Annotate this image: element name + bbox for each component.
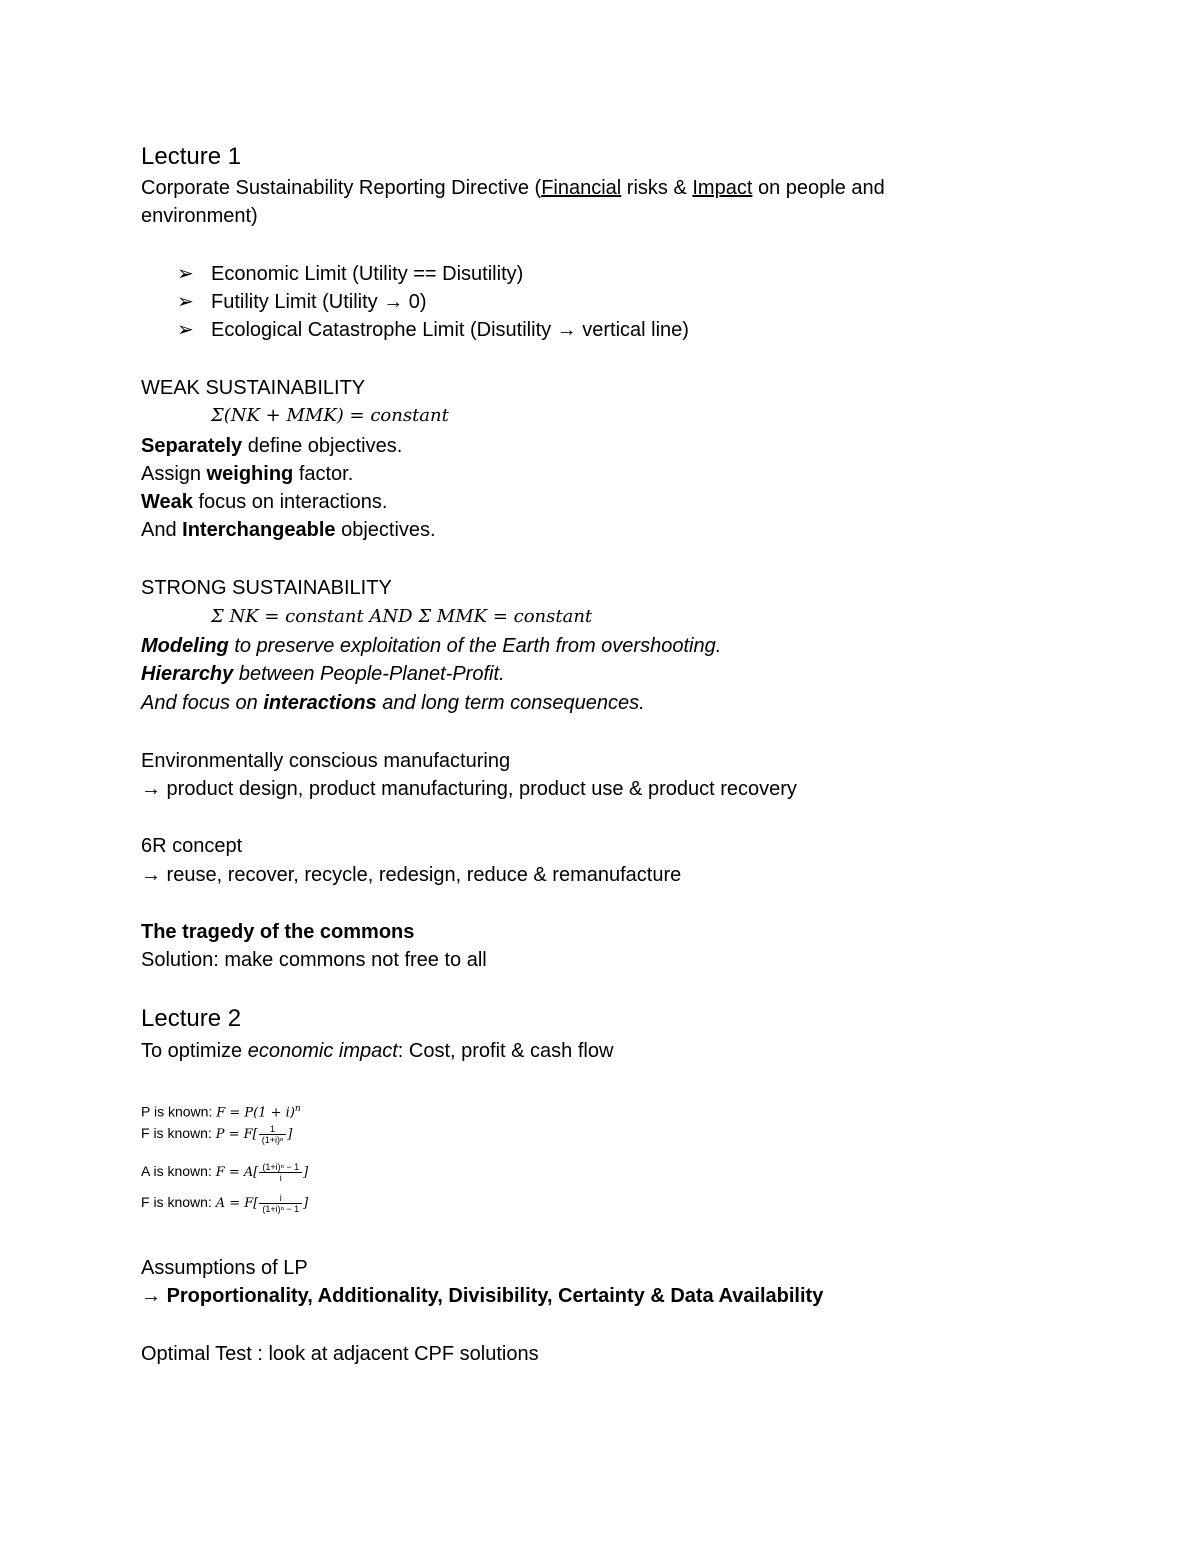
csrd-line-2: environment) [141,205,258,227]
ecm-title: Environmentally conscious manufacturing [141,750,511,772]
strong-sustainability-title: STRONG SUSTAINABILITY [141,577,392,599]
formula-3: A is known: F = A[ $\frac{\text{(1+i)ⁿ − 1}}{i}$ ] [141,1162,309,1183]
strong-line-1: Modeling to preserve exploitation of the Earth from overshooting. [141,635,722,657]
tragedy-solution: Solution: make commons not free to all [141,949,487,971]
formula-1: P is known: $F = P(1 + i)^n$ [141,1103,301,1121]
sixr-detail: → reuse, recover, recycle, redesign, reduce & remanufacture [141,864,682,886]
lecture-1-heading: Lecture 1 [141,143,242,170]
optimize-line: To optimize economic impact: Cost, profit & cash flow [141,1040,614,1062]
weak-formula: Σ(NK + MMK) = constant [211,405,449,426]
limit-list-item: ➢ Futility Limit (Utility → 0) [177,288,427,316]
weak-line-1: Separately define objectives. [141,435,403,457]
formula-2: F is known: P = F[ $\frac{1}{\text{(1+i)ⁿ}}$ ] [141,1124,293,1145]
formula-4: F is known: A = F[ $\frac{i}{\text{(1+i)ⁿ − 1}}$ ] [141,1193,309,1214]
strong-line-3: And focus on interactions and long term consequences. [141,692,645,714]
fraction: $\frac{1}{\text{(1+i)ⁿ}}$ [259,1124,287,1145]
weak-line-2: Assign weighing factor. [141,463,354,485]
ecm-detail: → product design, product manufacturing, product use & product recovery [141,778,797,800]
csrd-line: Corporate Sustainability Reporting Directive (Financial risks & Impact on people and [141,177,885,199]
sixr-title: 6R concept [141,835,243,857]
arrowhead-bullet-icon: ➢ [177,291,194,313]
lp-detail: → Proportionality, Additionality, Divisibility, Certainty & Data Availability [141,1285,824,1307]
arrowhead-bullet-icon: ➢ [177,319,194,341]
optimal-test: Optimal Test : look at adjacent CPF solutions [141,1343,539,1365]
limit-list-item: ➢ Economic Limit (Utility == Disutility) [177,260,523,288]
weak-line-3: Weak focus on interactions. [141,491,388,513]
limit-list-item: ➢ Ecological Catastrophe Limit (Disutility → vertical line) [177,316,689,344]
impact-underlined: Impact [692,177,753,199]
strong-line-2: Hierarchy between People-Planet-Profit. [141,663,505,685]
weak-sustainability-title: WEAK SUSTAINABILITY [141,377,366,399]
arrowhead-bullet-icon: ➢ [177,263,194,285]
lecture-2-heading: Lecture 2 [141,1005,242,1032]
fraction: $\frac{\text{(1+i)ⁿ − 1}}{i}$ [259,1162,302,1183]
strong-formula: Σ NK = constant AND Σ MMK = constant [211,606,593,627]
financial-underlined: Financial [541,177,622,199]
tragedy-title: The tragedy of the commons [141,921,415,943]
weak-line-4: And Interchangeable objectives. [141,519,436,541]
lp-title: Assumptions of LP [141,1257,308,1279]
fraction: $\frac{i}{\text{(1+i)ⁿ − 1}}$ [259,1193,302,1214]
